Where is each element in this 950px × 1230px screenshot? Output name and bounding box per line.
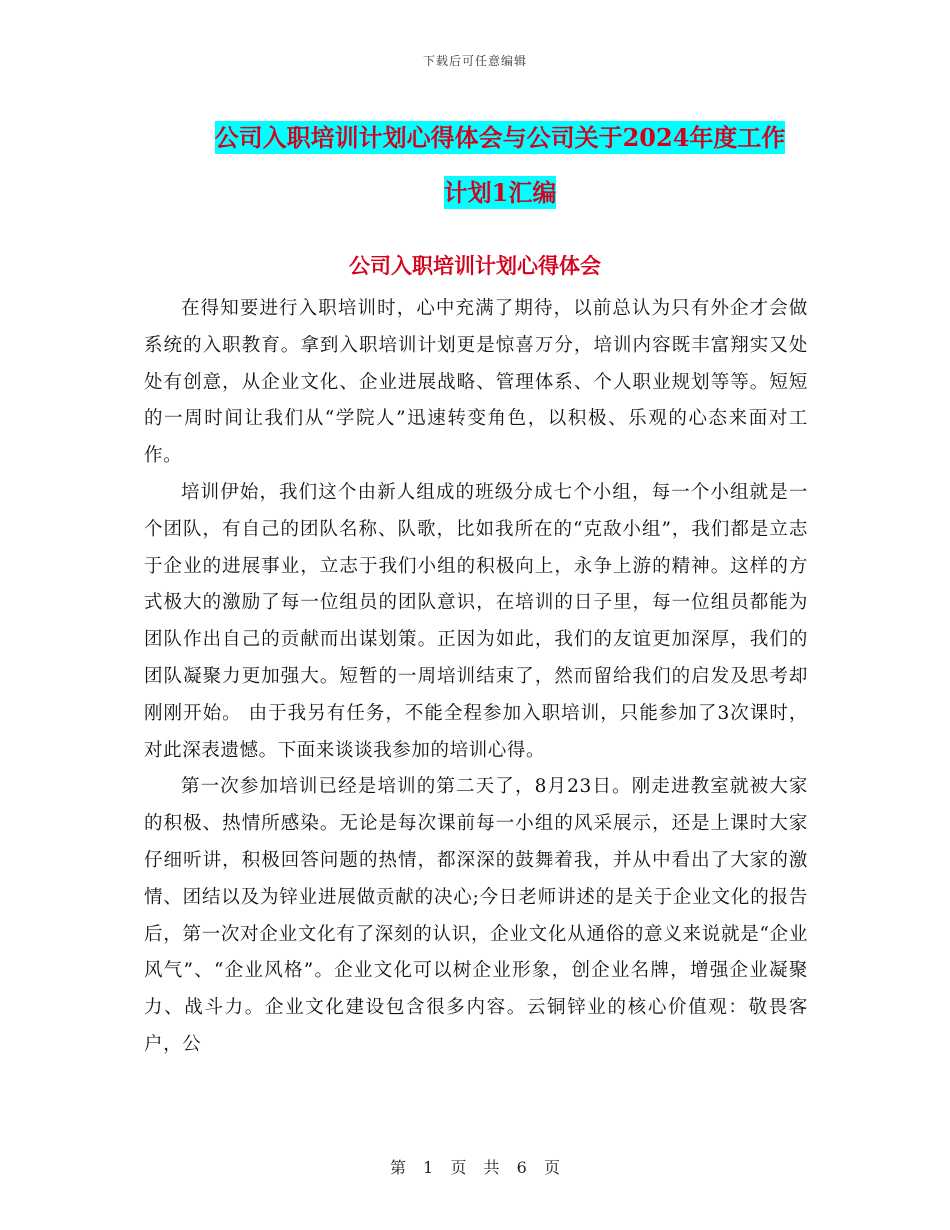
total-pages: 6 <box>516 1158 527 1177</box>
document-title-line-1: 公司入职培训计划心得体会与公司关于2024年度工作 <box>214 123 786 152</box>
body-text <box>144 291 808 1064</box>
document-title-line-2: 计划1汇编 <box>443 178 557 207</box>
section-heading: 公司入职培训计划心得体会 <box>349 253 601 278</box>
page-footer <box>0 1155 950 1178</box>
total-label: 共 <box>483 1158 500 1177</box>
page-label: 第 <box>390 1158 407 1177</box>
document-title <box>140 110 860 220</box>
page-unit: 页 <box>450 1158 467 1177</box>
paragraph: 在得知要进行入职培训时，心中充满了期待，以前总认为只有外企才会做系统的入职教育。拿到入职培训计划更是惊喜万分，培训内容既丰富翔实又处处有创意，从企业文化、企业进展战略、管理体系、个人职业规划等等。短短的一周时间让我们从“学院人”迅速转变角色，以积极、乐观的心态来面对工作。 <box>144 298 808 467</box>
page-number: 1 <box>423 1158 434 1177</box>
paragraph: 培训伊始，我们这个由新人组成的班级分成七个小组，每一个小组就是一个团队，有自己的团队名称、队歌，比如我所在的“克敌小组”，我们都是立志于企业的进展事业，立志于我们小组的积极向上，永争上游的精神。这样的方式极大的激励了每一位组员的团队意识，在培训的日子里，每一位组员都能为团队作出自己的贡献而出谋划策。正因为如此，我们的友谊更加深厚，我们的团队凝聚力更加强大。短暂的一周培训结束了，然而留给我们的启发及思考却刚刚开始。 由于我另有任务，不能全程参加入职培训，只能参加了3次课时，对此深表遗憾。下面来谈谈我参加的培训心得。 <box>144 481 808 761</box>
page-header-note: 下载后可任意编辑 <box>422 54 527 68</box>
total-unit: 页 <box>543 1158 560 1177</box>
paragraph: 第一次参加培训已经是培训的第二天了，8月23日。刚走进教室就被大家的积极、热情所感染。无论是每次课前每一小组的风采展示，还是上课时大家仔细听讲，积极回答问题的热情，都深深的鼓舞着我，并从中看出了大家的激情、团结以及为锌业进展做贡献的决心;今日老师讲述的是关于企业文化的报告后，第一次对企业文化有了深刻的认识，企业文化从通俗的意义来说就是“企业风气”、“企业风格”。企业文化可以树企业形象，创企业名牌，增强企业凝聚力、战斗力。企业文化建设包含很多内容。云铜锌业的核心价值观：敬畏客户，公 <box>144 776 808 1055</box>
